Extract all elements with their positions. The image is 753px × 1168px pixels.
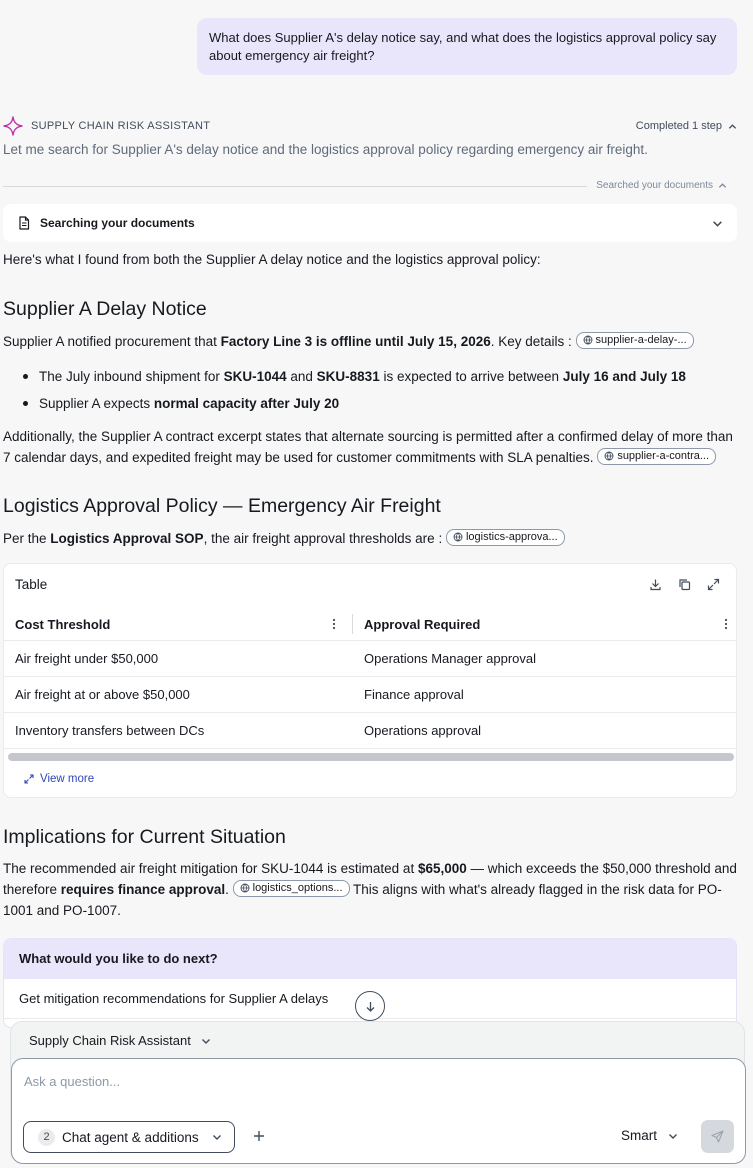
table-cell: Operations Manager approval xyxy=(364,651,536,666)
chat-agent-additions-button[interactable] xyxy=(23,1121,235,1153)
searching-documents-card[interactable] xyxy=(3,204,737,242)
text: The July inbound shipment for xyxy=(39,369,224,384)
searched-divider xyxy=(3,180,737,191)
section-heading-implications: Implications for Current Situation xyxy=(3,826,286,848)
suggestion-item[interactable]: Get mitigation recommendations for Supplier A delays xyxy=(4,979,736,1019)
text: . Key details : xyxy=(490,334,576,349)
list-item xyxy=(23,393,686,420)
table-row xyxy=(4,641,736,677)
table-title: Table xyxy=(15,577,48,592)
text: and xyxy=(286,369,317,384)
citation-chip[interactable] xyxy=(597,448,716,465)
text: This aligns with what's already flagged in the risk data for PO- xyxy=(349,882,722,897)
citation-chip-label: supplier-a-contra... xyxy=(617,449,710,462)
table-cell: Operations approval xyxy=(364,723,482,738)
text-line xyxy=(3,879,737,900)
table-cell: Air freight at or above $50,000 xyxy=(15,687,190,702)
table-row xyxy=(4,713,736,749)
citation-chip-label: supplier-a-delay-... xyxy=(595,333,687,346)
section-heading-delay-notice: Supplier A Delay Notice xyxy=(3,298,207,320)
text: Supplier A notified procurement that xyxy=(3,334,221,349)
bold-text: SKU-1044 xyxy=(223,369,287,384)
bold-text: SKU-8831 xyxy=(316,369,380,384)
citation-chip[interactable] xyxy=(576,332,694,349)
text: 1001 and PO-1007. xyxy=(3,903,121,918)
searched-documents-toggle[interactable] xyxy=(596,180,727,191)
chevron-down-icon xyxy=(201,1036,211,1046)
text: 7 calendar days, and expedited freight may be used for customer commitments with SLA penalties. xyxy=(3,450,598,465)
globe-icon xyxy=(453,532,463,542)
user-message-bubble: What does Supplier A's delay notice say, and what does the logistics approval policy say about emergency air freight? xyxy=(197,18,737,75)
chevron-down-icon xyxy=(668,1131,678,1141)
question-input-placeholder: Ask a question... xyxy=(24,1074,121,1089)
expand-arrows-icon xyxy=(24,774,34,784)
agent-count-badge: 2 xyxy=(38,1129,55,1146)
chevron-up-icon xyxy=(728,122,737,131)
assistant-intro: Let me search for Supplier A's delay notice and the logistics approval policy regarding emergency air freight. xyxy=(3,142,648,157)
arrow-down-icon xyxy=(364,1000,377,1013)
globe-icon xyxy=(604,451,614,461)
delay-notice-paragraph xyxy=(3,331,694,352)
expand-icon[interactable] xyxy=(707,578,720,591)
chat-agent-additions-label: Chat agent & additions xyxy=(62,1129,199,1145)
send-button[interactable] xyxy=(701,1120,734,1153)
sparkle-icon xyxy=(3,116,23,136)
logistics-policy-paragraph xyxy=(3,528,565,549)
column-header-approval-required[interactable]: Approval Required xyxy=(364,617,481,632)
chevron-down-icon xyxy=(712,218,723,229)
text: , the air freight approval thresholds are : xyxy=(203,531,446,546)
bold-text: Logistics Approval SOP xyxy=(50,531,204,546)
text: The recommended air freight mitigation for SKU-1044 is estimated at xyxy=(3,861,418,876)
column-menu-icon[interactable] xyxy=(332,618,336,630)
chevron-up-icon xyxy=(718,181,727,190)
text: . xyxy=(225,882,233,897)
response-lead: Here's what I found from both the Supplier A delay notice and the logistics approval policy: xyxy=(3,252,541,267)
divider-rule xyxy=(3,186,587,187)
chevron-down-icon xyxy=(212,1132,222,1142)
download-icon[interactable] xyxy=(649,578,662,591)
copy-icon[interactable] xyxy=(678,578,691,591)
table-actions xyxy=(649,578,720,591)
scroll-to-bottom-button[interactable] xyxy=(355,991,385,1021)
citation-chip[interactable] xyxy=(446,529,565,546)
list-item xyxy=(23,366,686,393)
text: Supplier A expects xyxy=(39,396,154,411)
plus-icon[interactable] xyxy=(252,1129,266,1143)
horizontal-scrollbar[interactable] xyxy=(8,753,734,761)
searching-documents-title: Searching your documents xyxy=(40,216,195,230)
section-heading-logistics-policy: Logistics Approval Policy — Emergency Air Freight xyxy=(3,495,441,517)
citation-chip-label: logistics_options... xyxy=(252,881,343,894)
mode-selector[interactable] xyxy=(621,1128,678,1143)
text-line xyxy=(3,858,737,879)
agent-selector-label: Supply Chain Risk Assistant xyxy=(29,1033,191,1048)
table-header-row xyxy=(4,608,736,641)
chat-composer xyxy=(10,1021,745,1163)
table-cell: Inventory transfers between DCs xyxy=(15,723,205,738)
bold-text: normal capacity after July 20 xyxy=(153,396,340,411)
table-cell: Finance approval xyxy=(364,687,464,702)
bold-text: July 16 and July 18 xyxy=(562,369,686,384)
implications-paragraph xyxy=(3,858,737,921)
completed-steps-toggle[interactable] xyxy=(636,120,737,132)
question-input[interactable] xyxy=(11,1058,746,1164)
text: Per the xyxy=(3,531,51,546)
text: — which exceeds the $50,000 threshold and xyxy=(466,861,737,876)
contract-paragraph xyxy=(3,426,733,468)
citation-chip[interactable] xyxy=(233,880,350,897)
assistant-name: SUPPLY CHAIN RISK ASSISTANT xyxy=(31,120,211,132)
send-icon xyxy=(711,1130,724,1143)
citation-chip-label: logistics-approva... xyxy=(465,530,558,543)
text: therefore xyxy=(3,882,61,897)
document-icon xyxy=(17,216,31,230)
table-row xyxy=(4,677,736,713)
globe-icon xyxy=(240,883,250,893)
bold-text: Factory Line 3 is offline until July 15, 2026 xyxy=(220,334,491,349)
text-line xyxy=(3,447,733,468)
column-header-cost-threshold[interactable]: Cost Threshold xyxy=(15,617,111,632)
next-steps-heading: What would you like to do next? xyxy=(4,939,736,979)
text: is expected to arrive between xyxy=(379,369,563,384)
globe-icon xyxy=(583,335,593,345)
table-cell: Air freight under $50,000 xyxy=(15,651,159,666)
approval-table-card xyxy=(3,563,737,798)
bold-text: requires finance approval xyxy=(60,882,226,897)
column-menu-icon[interactable] xyxy=(724,618,728,630)
text: Additionally, the Supplier A contract excerpt states that alternate sourcing is permitted after a confirmed delay of more than xyxy=(3,429,733,444)
mode-selector-label: Smart xyxy=(621,1128,658,1143)
view-more-link[interactable] xyxy=(24,773,94,785)
assistant-header xyxy=(3,118,737,134)
bold-text: $65,000 xyxy=(417,861,467,876)
searched-documents-label: Searched your documents xyxy=(596,180,713,191)
view-more-label: View more xyxy=(40,773,95,785)
agent-selector[interactable] xyxy=(29,1033,211,1048)
column-resizer[interactable] xyxy=(352,614,353,634)
delay-details-list xyxy=(23,366,686,420)
completed-steps-label: Completed 1 step xyxy=(635,120,722,132)
